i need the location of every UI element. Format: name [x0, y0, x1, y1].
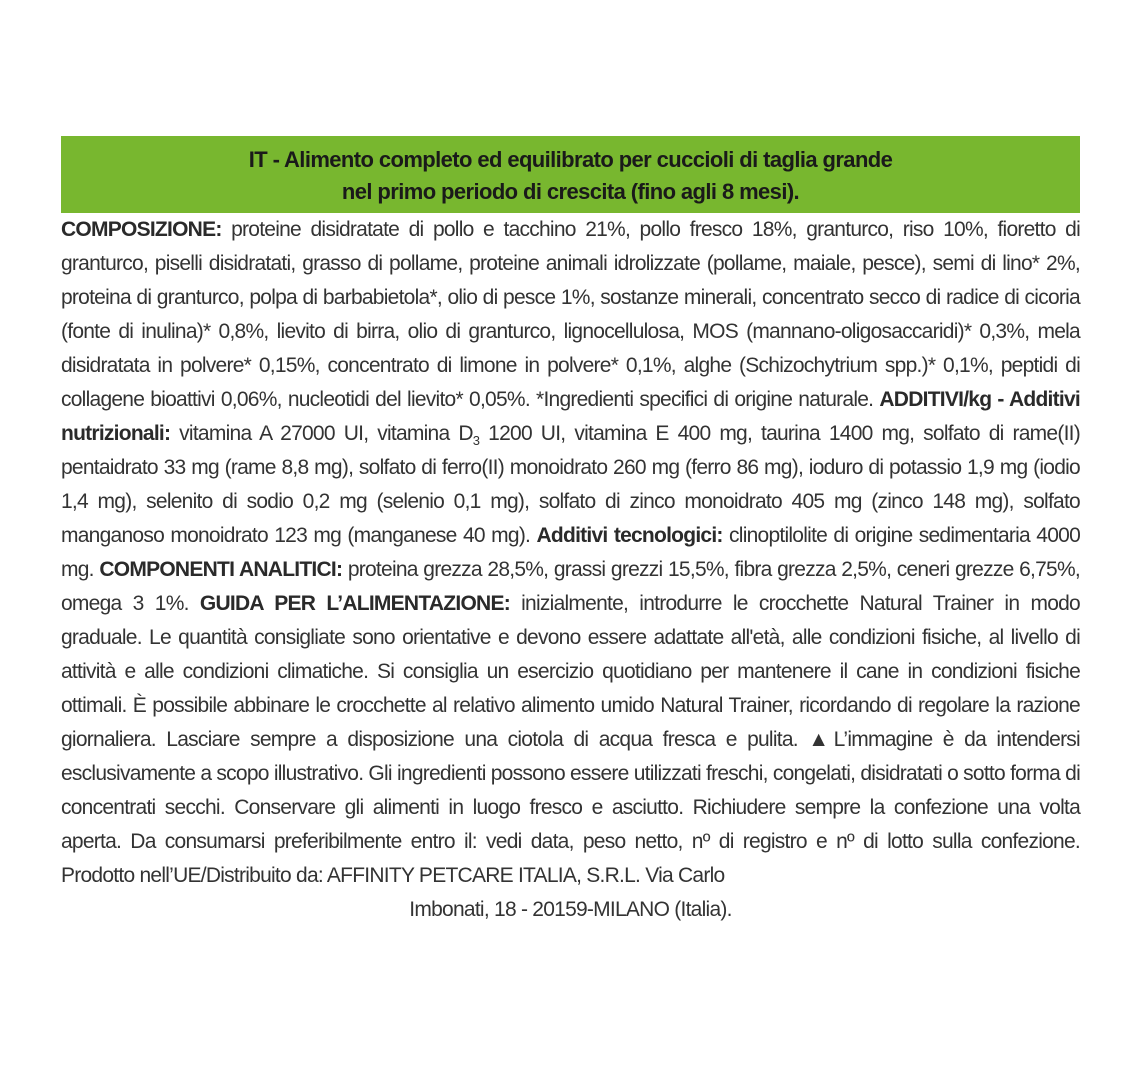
composition-text: proteine disidratate di pollo e tacchino 21%, pollo fresco 18%, granturco, riso 10%, fioretto di granturco, piselli disidratati, grasso di pollame, proteine animali idrolizzate (pollame, maiale, pesce), semi di lino* 2%, proteina di granturco, polpa di barbabietola*, olio di pesce 1%, sostanze minerali, concentrato secco di radice di cicoria (fonte di inulina)* 0,8%, lievito di birra, olio di granturco, lignocellulosa, MOS (mannano-oligosaccaridi)* 0,3%, mela disidratata in polvere* 0,15%, concentrato di limone in polvere* 0,1%, alghe (Schizochytrium spp.)* 0,1%, peptidi di collagene bioattivi 0,06%, nucleotidi del lievito* 0,05%. *Ingredienti specifici di origine naturale. — [61, 218, 1080, 411]
additives-text-b: 1200 UI, vitamina E 400 mg, taurina 1400 mg, solfato di rame(II) pentaidrato 33 mg (rame 8,8 mg), solfato di ferro(II) monoidrato 260 mg (ferro 86 mg), ioduro di potassio 1,9 mg (iodio 1,4 mg), selenito di sodio 0,2 mg (selenio 0,1 mg), solfato di zinco monoidrato 405 mg (zinco 148 mg), solfato manganoso monoidrato 123 mg (manganese 40 mg). — [61, 422, 1080, 547]
label-body — [61, 213, 1080, 893]
header-line-2: nel primo periodo di crescita (fino agli 8 mesi). — [341, 179, 800, 204]
additives-subscript: 3 — [472, 433, 480, 449]
analytical-label: COMPONENTI ANALITICI: — [99, 558, 343, 581]
additives-text-a: vitamina A 27000 UI, vitamina D — [170, 422, 473, 445]
feeding-text: inizialmente, introdurre le crocchette Natural Trainer in modo graduale. Le quantità consigliate sono orientative e devono essere adattate all'età, alle condizioni fisiche, al livello di attività e alle condizioni climatiche. Si consiglia un esercizio quotidiano per mantenere il cane in condizioni fisiche ottimali. È possibile abbinare le crocchette al relativo alimento umido Natural Trainer, ricordando di regolare la razione giornaliera. Lasciare sempre a disposizione una ciotola di acqua fresca e pulita. — [61, 592, 1080, 751]
label-header — [61, 136, 1080, 213]
address-line: Imbonati, 18 - 20159-MILANO (Italia). — [409, 898, 732, 921]
tech-additives-text: clinoptilolite di origine sedimentaria 4000 mg. — [61, 524, 1081, 581]
additives-label: ADDITIVI/kg - Additivi nutrizionali: — [61, 388, 1080, 445]
product-label — [61, 136, 1080, 927]
composition-label: COMPOSIZIONE: — [61, 218, 222, 241]
triangle-icon: ▲ — [808, 728, 834, 751]
feeding-label: GUIDA PER L’ALIMENTAZIONE: — [199, 592, 510, 615]
analytical-text: proteina grezza 28,5%, grassi grezzi 15,5%, fibra grezza 2,5%, ceneri grezze 6,75%, omega 3 1%. — [61, 558, 1080, 615]
feeding-text-b: L’immagine è da intendersi esclusivamente a scopo illustrativo. Gli ingredienti possono essere utilizzati freschi, congelati, disidratati o sotto forma di concentrati secchi. Conservare gli alimenti in luogo fresco e asciutto. Richiudere sempre la confezione una volta aperta. Da consumarsi preferibilmente entro il: vedi data, peso netto, nº di registro e nº di lotto sulla confezione. Prodotto nell’UE/Distribuito da: AFFINITY PETCARE ITALIA, S.R.L. Via Carlo — [61, 728, 1080, 887]
tech-additives-label: Additivi tecnologici: — [536, 524, 723, 547]
header-line-1: IT - Alimento completo ed equilibrato per cuccioli di taglia grande — [248, 147, 893, 172]
